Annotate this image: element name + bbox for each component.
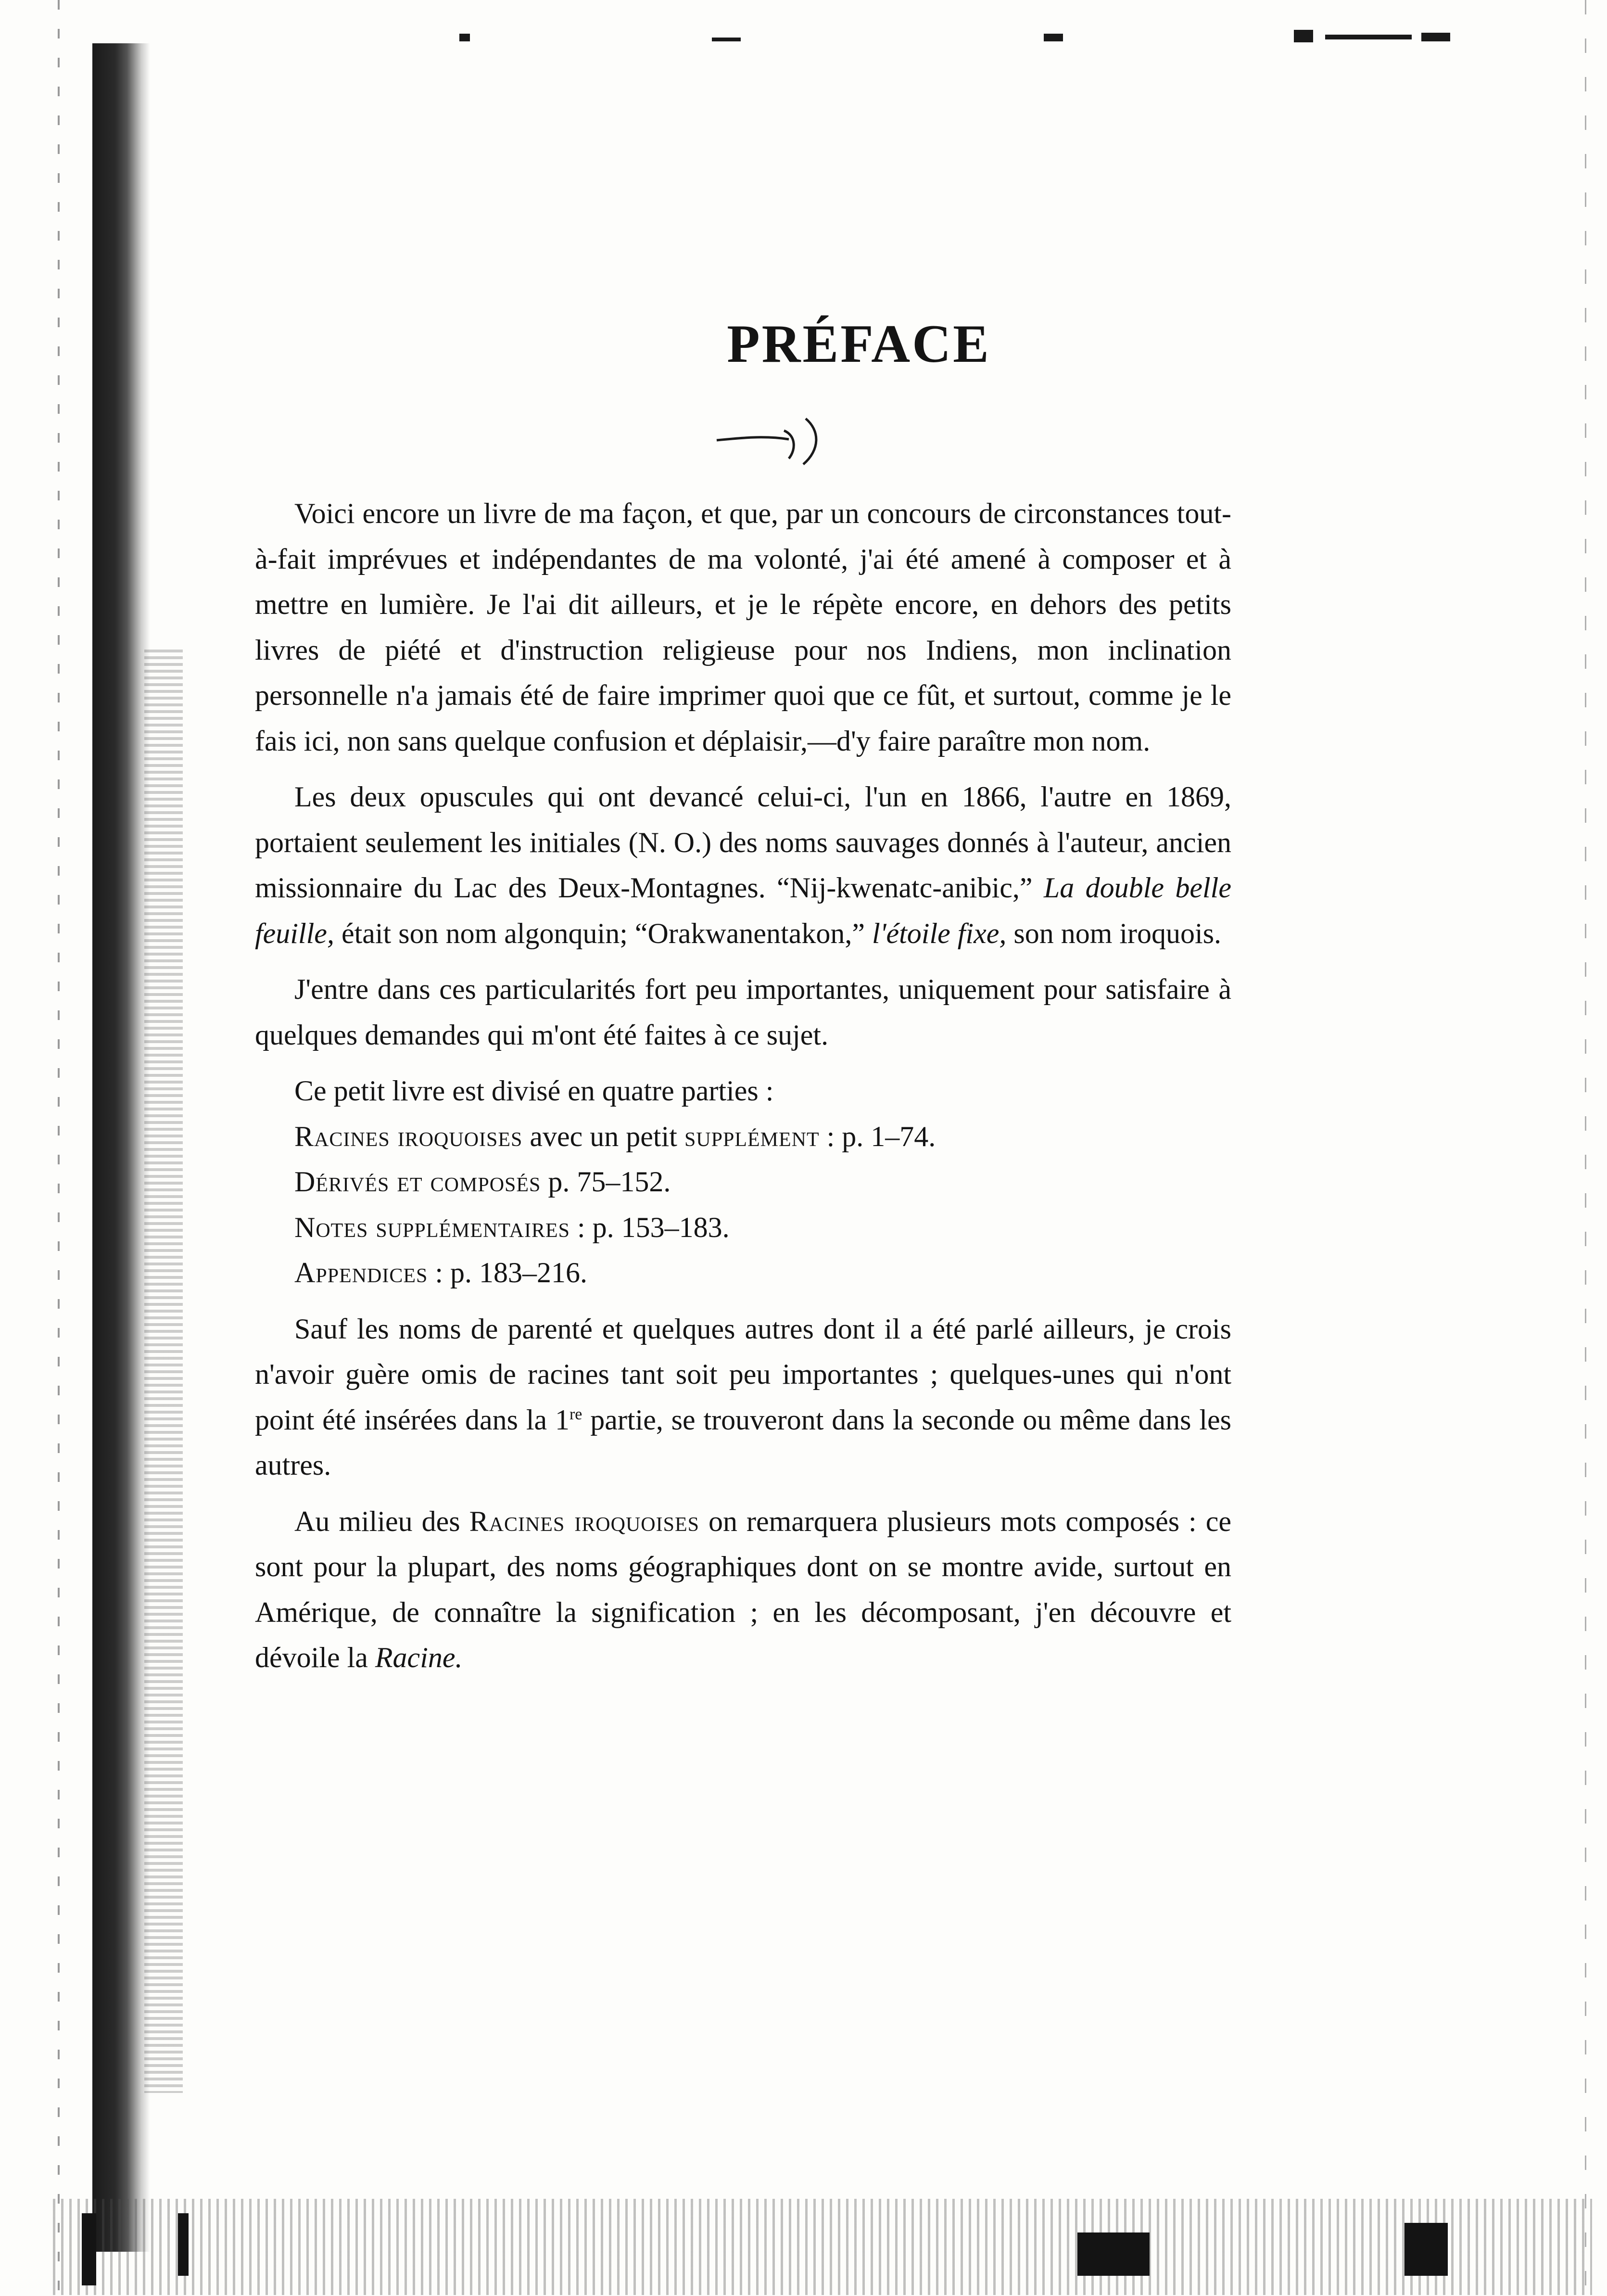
contents-item-pages: p. 75–152. (541, 1166, 671, 1198)
contents-intro: Ce petit livre est divisé en quatre parties : (294, 1075, 774, 1107)
handwritten-flourish (712, 411, 837, 469)
paragraph-2-italic-b: l'étoile fixe, (872, 917, 1007, 949)
contents-item-label: Notes supplémentaires (294, 1211, 570, 1243)
paragraph-5 (255, 1499, 1231, 1681)
scan-top-mark (1294, 30, 1313, 42)
page-title: PRÉFACE (727, 314, 991, 374)
paragraph-5-italic: Racine. (375, 1642, 463, 1673)
scan-bottom-mark (82, 2213, 96, 2285)
paragraph-2-text-a: Les deux opuscules qui ont devancé celui-ci, l'un en 1866, l'autre en 1869, portaient seulement les initiales (N. O.) des noms sauvages donnés à l'auteur, ancien missionnaire du Lac des Deux-Montagnes. “Nij-kwenatc-anibic,” (255, 781, 1231, 904)
contents-item-label: Racines iroquoises (294, 1120, 523, 1152)
scan-top-mark (1421, 33, 1450, 41)
contents-item-pages: : p. 1–74. (819, 1120, 936, 1152)
paragraph-2 (255, 774, 1231, 956)
scan-top-mark (459, 34, 470, 41)
scan-bottom-mark (178, 2213, 189, 2276)
contents-item (255, 1205, 1231, 1250)
contents-item-pages: : p. 153–183. (570, 1211, 730, 1243)
scan-top-mark (1325, 35, 1412, 39)
paragraph-5-text-b: on remarquera plusieurs mots composés : ce sont pour la plupart, des noms géographiques dont on se montre avide, surtout en Amérique, de connaître la signification ; en les décomposant, j'en découvre et dévoile la (255, 1505, 1231, 1673)
scan-binding-speckle (144, 650, 183, 2093)
contents-item-pages: : p. 183–216. (428, 1257, 588, 1288)
paragraph-2-text-c: son nom iroquois. (1006, 917, 1222, 949)
paragraph-2-text-b: était son nom algonquin; “Orakwanentakon,” (334, 917, 872, 949)
paragraph-2-italic-a: La double belle feuille, (255, 872, 1231, 949)
scan-bottom-band (53, 2199, 1592, 2295)
paragraph-4-superscript: re (569, 1405, 582, 1423)
contents-list (255, 1068, 1231, 1296)
scan-bottom-mark (1405, 2223, 1448, 2276)
paragraph-4-text-b: partie, se trouveront dans la seconde ou même dans les autres. (255, 1403, 1232, 1481)
paragraph-5-text-a: Au milieu des (294, 1505, 469, 1537)
paragraph-3: J'entre dans ces particularités fort peu importantes, uniquement pour satisfaire à quelques demandes qui m'ont été faites à ce sujet. (255, 973, 1231, 1051)
scan-top-mark (712, 38, 741, 41)
scan-bottom-mark (1077, 2232, 1150, 2276)
preface-body (255, 491, 1231, 1691)
contents-item (255, 1159, 1231, 1205)
contents-item-mid: avec un petit (522, 1120, 684, 1152)
paragraph-1: Voici encore un livre de ma façon, et que, par un concours de circonstances tout-à-fait imprévues et indépendantes de ma volonté, j'ai été amené à composer et à mettre en lumière. Je l'ai dit ailleurs, et je le répète encore, en dehors des petits livres de piété et d'instruction religieuse pour nos Indiens, mon inclination personnelle n'a jamais été de faire imprimer quoi que ce fût, et surtout, comme je le fais ici, non sans quelque confusion et déplaisir,—d'y faire paraître mon nom. (255, 497, 1231, 757)
paragraph-4-text-a: Sauf les noms de parenté et quelques autres dont il a été parlé ailleurs, je crois n'avoir guère omis de racines tant soit peu importantes ; quelques-unes qui n'ont point été insérées dans la 1 (255, 1313, 1231, 1436)
contents-item-label: Dérivés et composés (294, 1166, 541, 1198)
contents-item (255, 1250, 1231, 1296)
paragraph-4 (255, 1306, 1231, 1488)
scan-top-mark (1044, 34, 1063, 41)
contents-item-label-b: supplément (684, 1120, 820, 1152)
contents-item (255, 1114, 1231, 1160)
contents-item-label: Appendices (294, 1257, 428, 1288)
paragraph-5-small-caps: Racines iroquoises (469, 1505, 699, 1537)
